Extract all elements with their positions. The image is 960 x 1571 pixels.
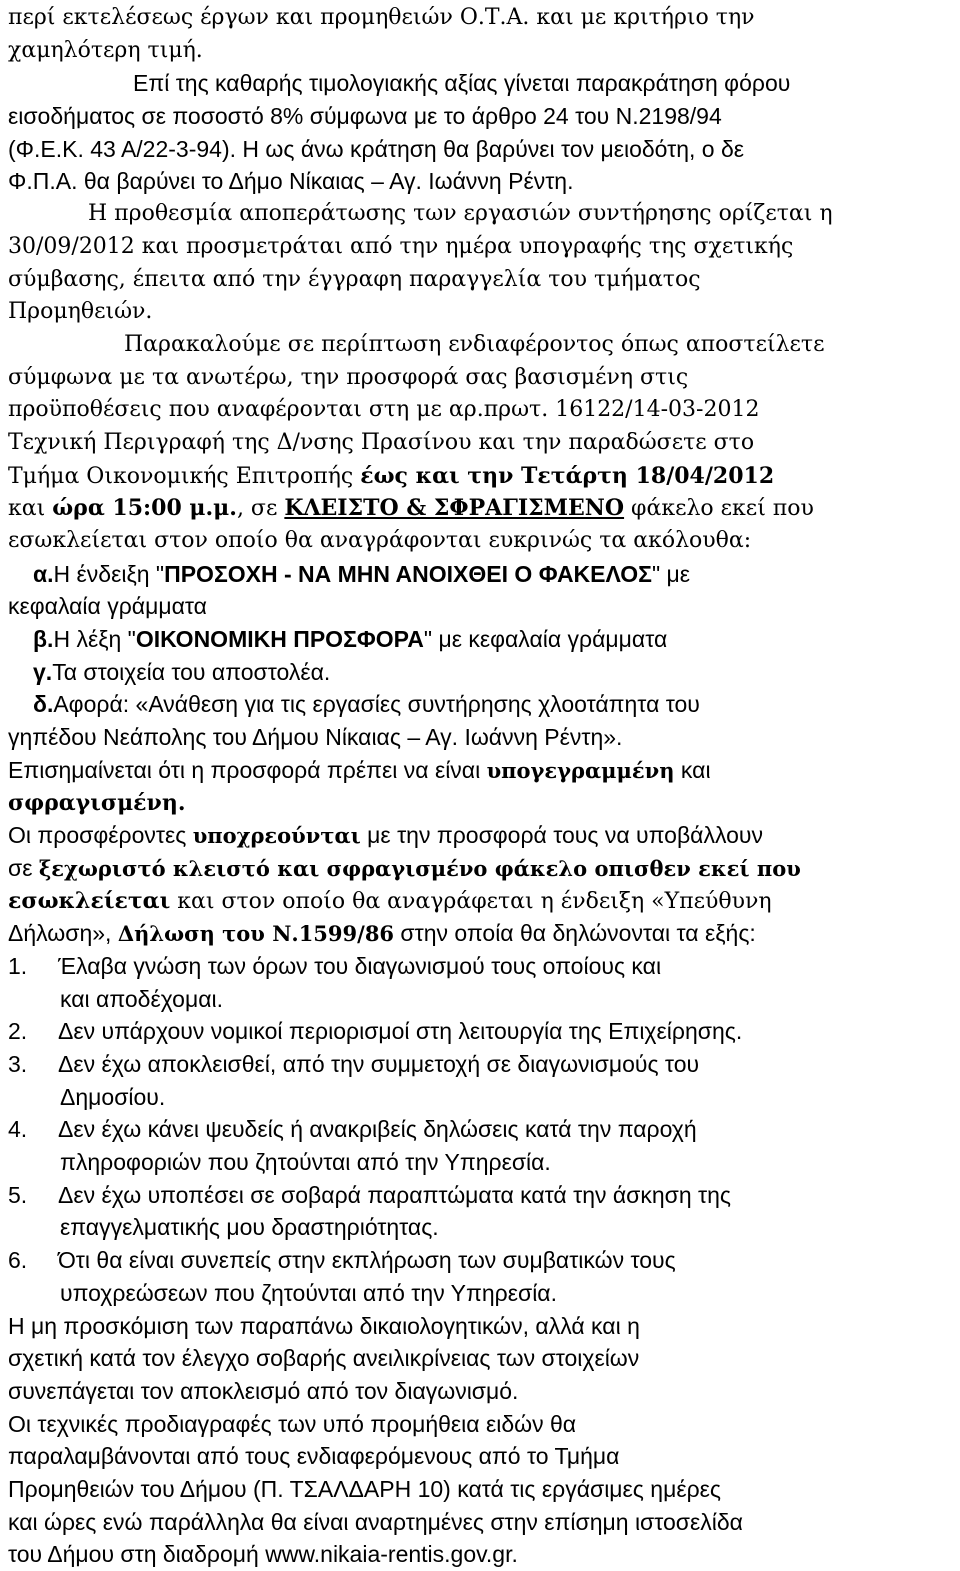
text: Παρακαλούμε σε περίπτωση ενδιαφέροντος όπως αποστείλετε: [124, 331, 825, 357]
p5-line1: [8, 754, 952, 787]
list-item: [8, 1244, 952, 1277]
item-label: β.: [33, 626, 54, 653]
list-number: 5.: [8, 1181, 28, 1208]
list-number: 4.: [8, 1116, 28, 1143]
item-b: [8, 623, 952, 656]
list-item: [8, 1179, 952, 1212]
p8-line1: [8, 1408, 952, 1441]
list-text: Δεν έχω κάνει ψευδείς ή ανακριβείς δηλώσεις κατά την παροχή: [58, 1116, 697, 1143]
text: προϋποθέσεις που αναφέρονται στη με αρ.πρωτ. 16122/14-03-2012: [8, 397, 760, 423]
p4-line7: [8, 525, 952, 558]
text: Προμηθειών του Δήμου (Π. ΤΣΑΛΔΑΡΗ 10) κατά τις εργάσιμες ημέρες: [8, 1475, 721, 1502]
text: , σε: [236, 496, 285, 522]
list-text: Δεν υπάρχουν νομικοί περιορισμοί στη λειτουργία της Επιχείρησης.: [58, 1018, 743, 1045]
p4-line1: [8, 329, 952, 362]
sealed-word: σφραγισμένη.: [8, 789, 186, 816]
p6-line1: [8, 819, 952, 852]
item-label: δ.: [33, 691, 54, 718]
text: Φ.Π.Α. θα βαρύνει το Δήμο Νίκαιας – Αγ. Ιωάννη Ρέντη.: [8, 168, 574, 195]
text: με την προσφορά τους να υποβάλλουν: [360, 822, 764, 849]
text: γηπέδου Νεάπολης του Δήμου Νίκαιας – Αγ. Ιωάννη Ρέντη».: [8, 724, 623, 751]
text: παραλαμβάνονται από τους ενδιαφερόμενους από το Τμήμα: [8, 1443, 620, 1470]
text: σχετική κατά τον έλεγχο σοβαρής ανειλικρίνειας των στοιχείων: [8, 1345, 640, 1372]
text: σύμβασης, έπειτα από την έγγραφη παραγγελία του τμήματος: [8, 266, 701, 292]
list-text: επαγγελματικής μου δραστηριότητας.: [60, 1214, 439, 1241]
text: Αφορά: «Ανάθεση για τις εργασίες συντήρησης χλοοτάπητα του: [53, 691, 700, 718]
text: Επισημαίνεται ότι η προσφορά πρέπει να είναι: [8, 756, 487, 783]
text: " με: [651, 560, 690, 587]
p6-line4: [8, 917, 952, 950]
separate-envelope-text: ξεχωριστό κλειστό και σφραγισμένο φάκελο οπισθεν εκεί που: [38, 855, 801, 881]
text: Δήλωση»,: [8, 920, 118, 947]
list-item: [8, 1113, 952, 1146]
item-a: [8, 558, 952, 591]
text: Τα στοιχεία του αποστολέα.: [52, 658, 331, 685]
p3-line2: [8, 231, 952, 264]
p2-line1: [8, 67, 952, 100]
text: Η προθεσμία αποπεράτωσης των εργασιών συντήρησης ορίζεται η: [88, 201, 833, 227]
list-item: [8, 1081, 952, 1114]
text: Η μη προσκόμιση των παραπάνω δικαιολογητικών, αλλά και η: [8, 1312, 640, 1339]
obliged-text: υποχρεούνται: [192, 823, 361, 849]
text: Επί της καθαρής τιμολογιακής αξίας γίνεται παρακράτηση φόρου: [133, 70, 791, 97]
list-text: πληροφοριών που ζητούνται από την Υπηρεσία.: [60, 1149, 551, 1176]
p3-line4: [8, 296, 952, 329]
law-text: Δήλωση του Ν.1599/86: [117, 921, 395, 947]
list-text: Ότι θα είναι συνεπείς στην εκπλήρωση των συμβατικών τους: [58, 1247, 676, 1274]
list-item: [8, 983, 952, 1016]
list-number: 2.: [8, 1018, 28, 1045]
list-item: [8, 1048, 952, 1081]
enclosed-text: εσωκλείεται: [8, 887, 171, 914]
p1-line1: [8, 2, 952, 35]
list-text: Δεν έχω υποπέσει σε σοβαρά παραπτώματα κατά την άσκηση της: [58, 1181, 731, 1208]
p4-line5: [8, 460, 952, 493]
p6-line3: [8, 885, 952, 918]
list-number: 1.: [8, 952, 28, 979]
p3-line3: [8, 264, 952, 297]
p4-line4: [8, 427, 952, 460]
bold-text: ΟΙΚΟΝΟΜΙΚΗ ΠΡΟΣΦΟΡΑ: [135, 626, 424, 653]
p2-line3: [8, 133, 952, 166]
list-text: υποχρεώσεων που ζητούνται από την Υπηρεσία.: [60, 1279, 557, 1306]
p8-line3: [8, 1473, 952, 1506]
text: (Φ.Ε.Κ. 43 Α/22-3-94). Η ως άνω κράτηση θα βαρύνει τον μειοδότη, ο δε: [8, 135, 745, 162]
p8-line2: [8, 1440, 952, 1473]
p7-line3: [8, 1375, 952, 1408]
p4-line2: [8, 362, 952, 395]
p4-line6: [8, 492, 952, 525]
text: στην οποία θα δηλώνονται τα εξής:: [394, 920, 756, 947]
p2-line2: [8, 100, 952, 133]
text: Οι τεχνικές προδιαγραφές των υπό προμήθεια ειδών θα: [8, 1410, 577, 1437]
p2-line4: [8, 165, 952, 198]
item-label: γ.: [33, 658, 53, 685]
list-text: Δεν έχω αποκλεισθεί, από την συμμετοχή σε διαγωνισμούς του: [58, 1051, 700, 1077]
text: σύμφωνα με τα ανωτέρω, την προσφορά σας βασισμένη στις: [8, 364, 689, 390]
list-item: [8, 1146, 952, 1179]
text: Η ένδειξη ": [53, 560, 165, 587]
text: και στον οποίο θα αναγράφεται η ένδειξη «Υπεύθυνη: [170, 888, 772, 914]
signed-text: υπογεγραμμένη: [486, 757, 675, 783]
list-text: Έλαβα γνώση των όρων του διαγωνισμού τους οποίους και: [58, 952, 662, 979]
deadline-text: έως και την Τετάρτη 18/04/2012: [360, 462, 775, 489]
list-item: [8, 1015, 952, 1048]
sealed-text: ΚΛΕΙΣΤΟ & ΣΦΡΑΓΙΣΜΕΝΟ: [284, 495, 625, 522]
text: και: [674, 756, 711, 783]
list-item: [8, 950, 952, 983]
text: Προμηθειών.: [8, 299, 153, 325]
text: φάκελο εκεί που: [624, 496, 814, 522]
p3-line1: [8, 198, 952, 231]
item-d-line2: [8, 721, 952, 754]
text: 30/09/2012 και προσμετράται από την ημέρα υπογραφής της σχετικής: [8, 233, 794, 259]
text: χαμηλότερη τιμή.: [8, 37, 203, 63]
list-text: και αποδέχομαι.: [60, 985, 223, 1012]
list-number: 3.: [8, 1051, 28, 1077]
text: κεφαλαία γράμματα: [8, 593, 207, 620]
declaration-list: [8, 950, 952, 1310]
text: Οι προσφέροντες: [8, 822, 193, 849]
p8-line4: [8, 1506, 952, 1539]
item-label: α.: [33, 560, 54, 587]
text: και ώρες ενώ παράλληλα θα είναι αναρτημένες στην επίσημη ιστοσελίδα: [8, 1508, 743, 1535]
text: εσωκλείεται στον οποίο θα αναγράφονται ευκρινώς τα ακόλουθα:: [8, 528, 752, 553]
item-d: [8, 688, 952, 721]
text: Τμήμα Οικονομικής Επιτροπής: [8, 463, 361, 489]
p7-line1: [8, 1310, 952, 1343]
p5-line2: [8, 787, 952, 820]
p6-line2: [8, 852, 952, 885]
text: συνεπάγεται τον αποκλεισμό από τον διαγωνισμό.: [8, 1377, 519, 1404]
list-text: Δημοσίου.: [60, 1083, 166, 1110]
text: Η λέξη ": [53, 626, 136, 653]
time-text: ώρα 15:00 μ.μ.: [52, 495, 237, 522]
item-a-line2: [8, 590, 952, 623]
list-item: [8, 1277, 952, 1310]
text: σε: [8, 854, 39, 881]
text: περί εκτελέσεως έργων και προμηθειών Ο.Τ.Α. και με κριτήριο την: [8, 5, 755, 30]
item-c: [8, 656, 952, 689]
p1-line2: [8, 35, 952, 68]
p8-line5: [8, 1538, 952, 1571]
list-number: 6.: [8, 1247, 28, 1274]
list-item: [8, 1211, 952, 1244]
text: και: [8, 496, 53, 522]
p4-line3: [8, 394, 952, 427]
p7-line2: [8, 1342, 952, 1375]
text: εισοδήματος σε ποσοστό 8% σύμφωνα με το άρθρο 24 του Ν.2198/94: [8, 103, 722, 130]
text: Τεχνική Περιγραφή της Δ/νσης Πρασίνου και την παραδώσετε στο: [8, 429, 755, 455]
text: " με κεφαλαία γράμματα: [423, 626, 668, 653]
bold-text: ΠΡΟΣΟΧΗ - ΝΑ ΜΗΝ ΑΝΟΙΧΘΕΙ Ο ΦΑΚΕΛΟΣ: [164, 560, 652, 587]
text: του Δήμου στη διαδρομή www.nikaia-rentis.gov.gr.: [8, 1541, 518, 1568]
